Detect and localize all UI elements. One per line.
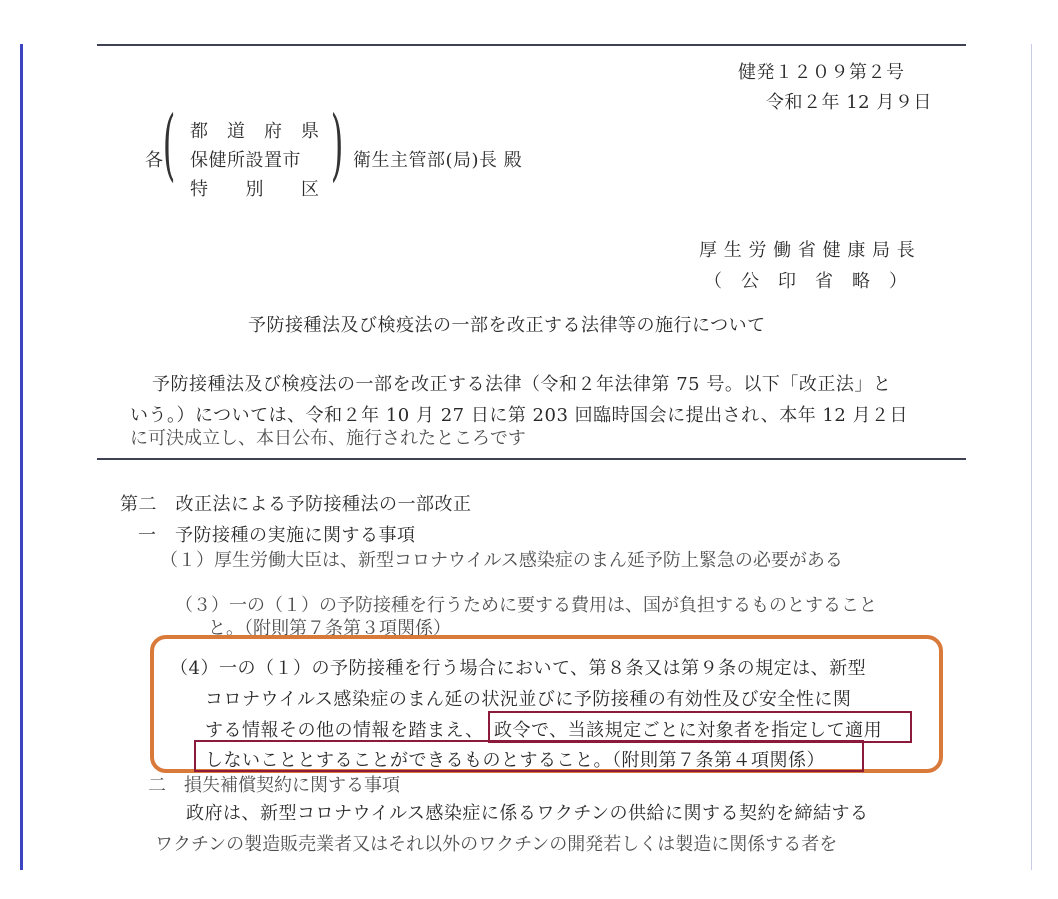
top-rule: [97, 44, 966, 46]
item-3-line-1-cut: （３）一の（１）の予防接種を行うために要する費用は、国が負担するものとすること: [175, 595, 877, 616]
left-margin-rule: [20, 44, 23, 870]
item-3-line-2-cut: と。（附則第７条第３項関係）: [208, 618, 451, 639]
item-4-line-3-pre: する情報その他の情報を踏まえ、: [205, 720, 484, 741]
right-brace-icon: ): [330, 98, 344, 190]
subsection-1-heading: 一 予防接種の実施に関する事項: [138, 525, 416, 546]
intro-line-2: いう。）については、令和２年 10 月 27 日に第 203 回臨時国会に提出され、本年 12 月２日: [130, 405, 909, 426]
document-title: 予防接種法及び検疫法の一部を改正する法律等の施行について: [248, 315, 766, 336]
subsection-2-line-2-cut: ワクチンの製造販売業者又はそれ以外のワクチンの開発若しくは製造に関係する者を: [155, 834, 838, 855]
right-margin-rule: [1031, 44, 1032, 870]
recipient-prefix: 各: [145, 150, 164, 171]
recipient-2: 保健所設置市: [190, 150, 301, 171]
item-4-line-1: （4）一の（１）の予防接種を行う場合において、第８条又は第９条の規定は、新型: [170, 658, 867, 679]
section-2-heading: 第二 改正法による予防接種法の一部改正: [120, 494, 472, 515]
item-4-line-3-boxed: 政令で、当該規定ごとに対象者を指定して適用: [494, 720, 883, 741]
doc-number: 健発１２０９第２号: [738, 62, 905, 83]
crop-rule: [97, 458, 966, 460]
item-1-cut: （１）厚生労働大臣は、新型コロナウイルス感染症のまん延予防上緊急の必要がある: [160, 550, 843, 571]
recipient-suffix: 衛生主管部(局)長 殿: [353, 150, 523, 171]
seal-note: （ 公 印 省 略 ）: [704, 271, 908, 292]
recipient-3: 特 別 区: [190, 179, 320, 200]
left-brace-icon: (: [162, 98, 176, 190]
intro-line-1: 予防接種法及び検疫法の一部を改正する法律（令和２年法律第 75 号。以下「改正法」と: [152, 374, 892, 395]
item-4-line-4-boxed: しないこととすることができるものとすること。（附則第７条第４項関係）: [205, 750, 825, 771]
intro-line-3-cut: に可決成立し、本日公布、施行されたところです: [130, 428, 526, 449]
recipient-1: 都 道 府 県: [190, 121, 320, 142]
subsection-2-line-1: 政府は、新型コロナウイルス感染症に係るワクチンの供給に関する契約を締結する: [186, 803, 869, 824]
subsection-2-heading-cut: 二 損失補償契約に関する事項: [148, 775, 400, 796]
sender-name: 厚 生 労 働 省 健 康 局 長: [699, 240, 916, 261]
doc-date: 令和２年 12 月９日: [766, 92, 932, 113]
item-4-line-2: コロナウイルス感染症のまん延の状況並びに予防接種の有効性及び安全性に関: [205, 689, 852, 710]
